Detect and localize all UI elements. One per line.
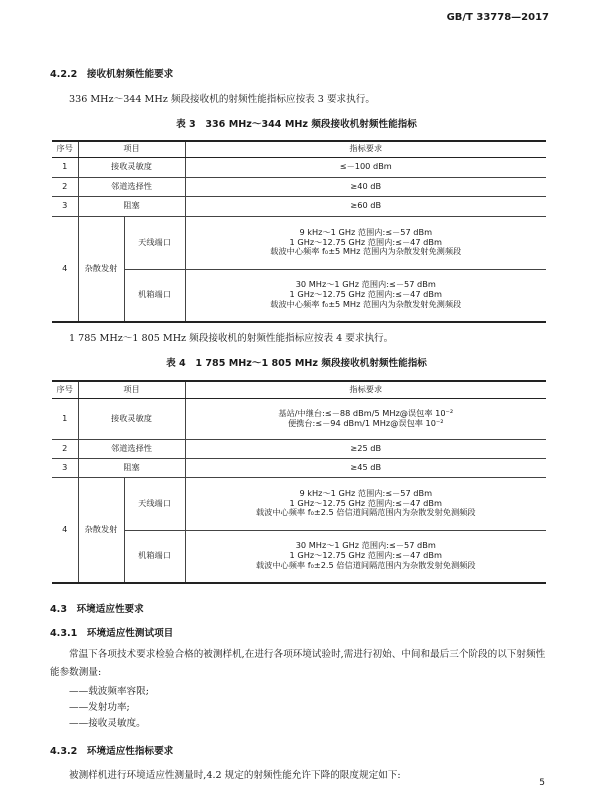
row-number: 3 — [52, 196, 78, 216]
measurement-list — [69, 684, 149, 732]
antenna-port-label: 天线端口 — [124, 216, 185, 269]
table-row — [52, 477, 546, 530]
sensitivity-requirements: 基站/中继台:≤－88 dBm/5 MHz@误包率 10⁻² 便携台:≤－94 dBm/1 MHz@误包率 10⁻² — [185, 398, 546, 439]
row-item: 杂散发射 — [78, 216, 124, 322]
row-number: 3 — [52, 458, 78, 477]
table-row — [52, 458, 546, 477]
table4 — [52, 380, 546, 584]
section-4-2-2-heading: 4.2.2 接收机射频性能要求 — [50, 69, 174, 80]
table4-header-no: 序号 — [52, 381, 78, 398]
row-item: 阻塞 — [78, 458, 185, 477]
table4-intro: 1 785 MHz～1 805 MHz 频段接收机的射频性能指标应按表 4 要求执行。 — [69, 333, 394, 344]
table4-caption: 表 4 1 785 MHz～1 805 MHz 频段接收机射频性能指标 — [166, 358, 427, 369]
row-requirement: ≥60 dB — [185, 196, 546, 216]
row-number: 4 — [52, 477, 78, 583]
table3-header-item: 项目 — [78, 141, 185, 157]
row-number: 4 — [52, 216, 78, 322]
table-row — [52, 530, 546, 583]
table3-header-req: 指标要求 — [185, 141, 546, 157]
row-item: 接收灵敏度 — [78, 157, 185, 177]
standard-number: GB/T 33778—2017 — [446, 12, 549, 23]
section-4-3-1-heading: 4.3.1 环境适应性测试项目 — [50, 628, 174, 639]
table3-caption: 表 3 336 MHz～344 MHz 频段接收机射频性能指标 — [176, 119, 417, 130]
antenna-port-requirements: 9 kHz～1 GHz 范围内:≤－57 dBm 1 GHz～12.75 GHz 范围内:≤－47 dBm 载波中心频率 f₀±5 MHz 范围内为杂散发射免测频段 — [185, 216, 546, 269]
list-item: ——接收灵敏度。 — [69, 718, 146, 729]
table4-header-req: 指标要求 — [185, 381, 546, 398]
page-number: 5 — [539, 778, 545, 788]
table-row — [52, 157, 546, 177]
list-item: ——发射功率; — [69, 702, 130, 713]
table-row — [52, 269, 546, 322]
section-4-3-1-paragraph: 常温下各项技术要求检验合格的被测样机,在进行各项环境试验时,需进行初始、中间和最后三个阶段的以下射频性能参数测量: — [50, 649, 546, 678]
table-row — [52, 177, 546, 196]
table-row — [52, 216, 546, 269]
row-item: 邻道选择性 — [78, 439, 185, 458]
table3 — [52, 140, 546, 323]
row-requirement: ≥40 dB — [185, 177, 546, 196]
row-requirement: ≥25 dB — [185, 439, 546, 458]
antenna-port-label: 天线端口 — [124, 477, 185, 530]
table-row — [52, 196, 546, 216]
table4-header-item: 项目 — [78, 381, 185, 398]
enclosure-port-label: 机箱端口 — [124, 530, 185, 583]
table3-intro: 336 MHz～344 MHz 频段接收机的射频性能指标应按表 3 要求执行。 — [69, 94, 375, 105]
table3-header-no: 序号 — [52, 141, 78, 157]
row-requirement: ≤－100 dBm — [185, 157, 546, 177]
row-item: 接收灵敏度 — [78, 398, 185, 439]
section-4-3-heading: 4.3 环境适应性要求 — [50, 604, 144, 615]
row-number: 1 — [52, 157, 78, 177]
enclosure-port-requirements: 30 MHz～1 GHz 范围内:≤－57 dBm 1 GHz～12.75 GHz 范围内:≤－47 dBm 载波中心频率 f₀±5 MHz 范围内为杂散发射免测频段 — [185, 269, 546, 322]
antenna-port-requirements: 9 kHz～1 GHz 范围内:≤－57 dBm 1 GHz～12.75 GHz 范围内:≤－47 dBm 载波中心频率 f₀±2.5 倍信道间隔范围内为杂散发射免测频段 — [185, 477, 546, 530]
row-number: 2 — [52, 439, 78, 458]
section-4-3-2-heading: 4.3.2 环境适应性指标要求 — [50, 746, 174, 757]
row-item: 阻塞 — [78, 196, 185, 216]
table-row — [52, 439, 546, 458]
row-item: 杂散发射 — [78, 477, 124, 583]
row-requirement: ≥45 dB — [185, 458, 546, 477]
row-number: 2 — [52, 177, 78, 196]
table-row — [52, 398, 546, 439]
list-item: ——载波频率容限; — [69, 686, 149, 697]
enclosure-port-label: 机箱端口 — [124, 269, 185, 322]
row-number: 1 — [52, 398, 78, 439]
enclosure-port-requirements: 30 MHz～1 GHz 范围内:≤－57 dBm 1 GHz～12.75 GHz 范围内:≤－47 dBm 载波中心频率 f₀±2.5 倍信道间隔范围内为杂散发射免测频段 — [185, 530, 546, 583]
section-4-3-2-paragraph: 被测样机进行环境适应性测量时,4.2 规定的射频性能允许下降的限度规定如下: — [69, 770, 401, 781]
row-item: 邻道选择性 — [78, 177, 185, 196]
